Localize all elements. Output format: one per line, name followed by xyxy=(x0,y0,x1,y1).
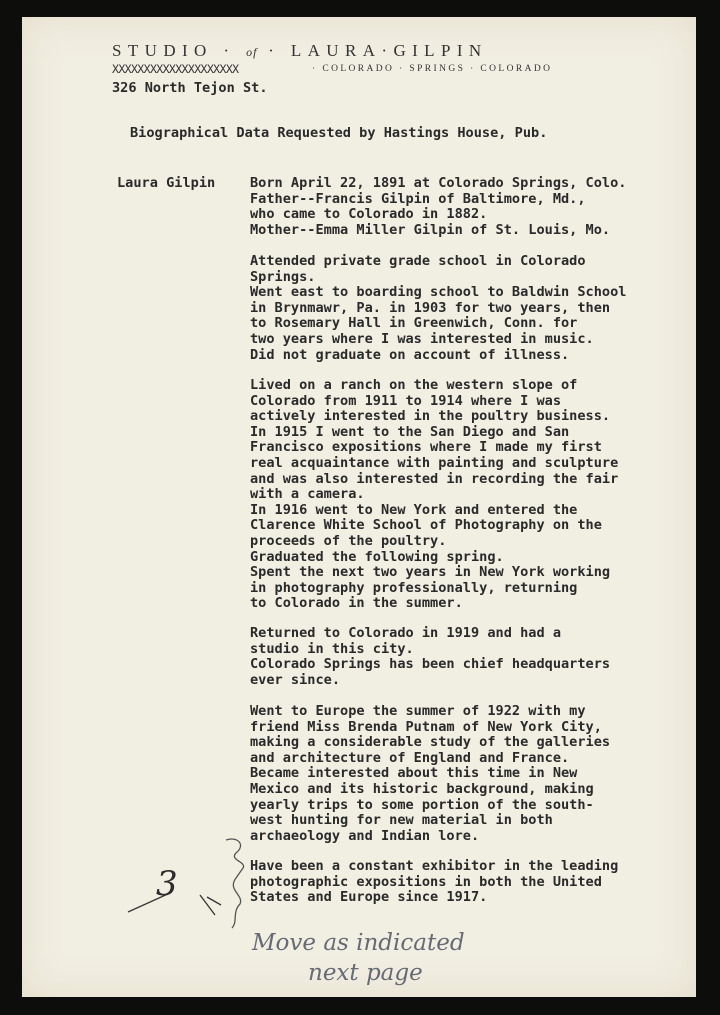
paragraph-line: with a camera. xyxy=(250,486,365,503)
paragraph-line: real acquaintance with painting and sculpture xyxy=(250,455,619,471)
paragraph-line: Mother--Emma Miller Gilpin of St. Louis, Mo. xyxy=(250,221,611,238)
paragraph-line: two years where I was interested in music. xyxy=(250,331,594,347)
paragraph-line: actively interested in the poultry business. xyxy=(250,408,611,425)
paragraph-line: photographic expositions in both the United xyxy=(250,873,602,890)
subject-name: Laura Gilpin xyxy=(117,175,216,191)
paragraph-line: Father--Francis Gilpin of Baltimore, Md., xyxy=(250,190,586,207)
paragraph-line: Clarence White School of Photography on the xyxy=(250,517,602,534)
letterhead-studio: STUDIO xyxy=(112,41,213,60)
paragraph-line: Returned to Colorado in 1919 and had a xyxy=(250,625,561,641)
struck-address: XXXXXXXXXXXXXXXXXXXX xyxy=(112,62,239,76)
paragraph-line: Springs. xyxy=(250,268,316,285)
paragraph-line: Went to Europe the summer of 1922 with my xyxy=(250,703,586,719)
paragraph-line: west hunting for new material in both xyxy=(250,812,553,829)
paragraph-line: to Colorado in the summer. xyxy=(250,595,463,612)
paragraph-line: friend Miss Brenda Putnam of New York City, xyxy=(250,718,602,735)
paragraph-line: Spent the next two years in New York working xyxy=(250,564,611,581)
paragraph-line: archaeology and Indian lore. xyxy=(250,827,480,844)
paragraph-line: Born April 22, 1891 at Colorado Springs, Colo. xyxy=(250,175,627,191)
paragraph-line: who came to Colorado in 1882. xyxy=(250,206,488,223)
paragraph-line: making a considerable study of the galleries xyxy=(250,734,611,751)
paragraph-line: Mexico and its historic background, making xyxy=(250,781,594,797)
paragraph-line: to Rosemary Hall in Greenwich, Conn. for xyxy=(250,315,578,332)
paragraph-line: In 1915 I went to the San Diego and San xyxy=(250,423,570,440)
bracket-mark xyxy=(226,839,244,928)
paragraph-line: and was also interested in recording the fair xyxy=(250,470,619,487)
paragraph-line: In 1916 went to New York and entered the xyxy=(250,501,578,518)
paragraph-line: States and Europe since 1917. xyxy=(250,889,488,906)
letterhead-city-line: · COLORADO · SPRINGS · COLORADO xyxy=(312,64,553,74)
strike-mark xyxy=(200,895,221,915)
paragraph-line: Became interested about this time in New xyxy=(250,765,578,782)
paragraph-line: Francisco expositions where I made my first xyxy=(250,439,602,456)
letterhead-title: STUDIO · of · LAURA·GILPIN xyxy=(112,41,488,60)
handwritten-note-line1: Move as indicated xyxy=(252,930,465,956)
paragraph-line: ever since. xyxy=(250,671,341,688)
letterhead-of: of xyxy=(246,45,258,59)
paragraph-line: Did not graduate on account of illness. xyxy=(250,346,570,363)
street-address: 326 North Tejon St. xyxy=(112,80,268,96)
paragraph-line: Colorado Springs has been chief headquarters xyxy=(250,656,611,673)
paragraph-line: yearly trips to some portion of the south- xyxy=(250,796,594,813)
paragraph-line: Attended private grade school in Colorado xyxy=(250,253,586,269)
paragraph-line: in Brynmawr, Pa. in 1903 for two years, then xyxy=(250,299,611,316)
paragraph-line: and architecture of England and France. xyxy=(250,749,570,766)
paragraph-line: Have been a constant exhibitor in the leading xyxy=(250,858,619,874)
handwritten-note-line2: next page xyxy=(308,960,423,986)
paragraph-line: in photography professionally, returning xyxy=(250,579,578,596)
paragraph-line: studio in this city. xyxy=(250,640,414,657)
document-title: Biographical Data Requested by Hastings House, Pub. xyxy=(130,125,548,141)
paragraph-line: proceeds of the poultry. xyxy=(250,533,447,549)
paragraph-line: Colorado from 1911 to 1914 where I was xyxy=(250,392,561,409)
letterhead-name: LAURA·GILPIN xyxy=(290,41,488,60)
page-mark-number: 3 xyxy=(156,864,178,904)
paragraph-line: Lived on a ranch on the western slope of xyxy=(250,377,578,393)
paragraph-line: Went east to boarding school to Baldwin School xyxy=(250,284,627,301)
paragraph-line: Graduated the following spring. xyxy=(250,548,504,565)
